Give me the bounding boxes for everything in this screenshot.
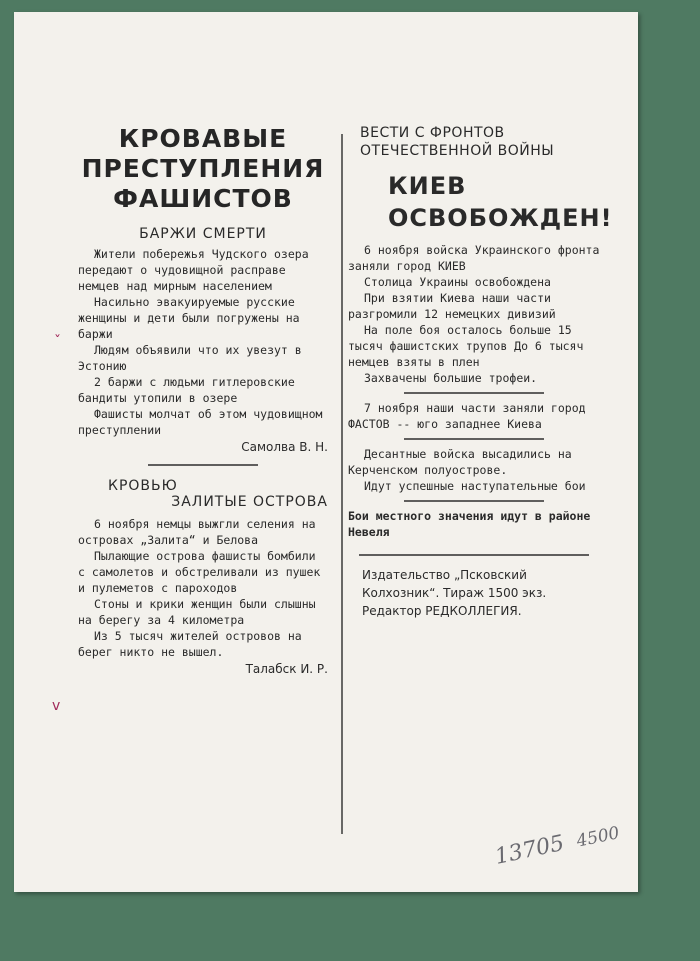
- separator: [404, 392, 544, 394]
- separator: [148, 464, 258, 466]
- left-column: [78, 124, 328, 676]
- separator: [359, 554, 589, 556]
- check-mark-icon: ˇ: [54, 334, 61, 350]
- left-main-title: КРОВАВЫЕ ПРЕСТУПЛЕНИЯ ФАШИСТОВ: [81, 124, 325, 213]
- kerch-article: [348, 446, 600, 494]
- nevel-article: Бои местного значения идут в районе Невеля: [348, 509, 591, 539]
- islands-p3: Стоны и крики женщин были слышны на берегу за 4 километра: [78, 597, 316, 627]
- islands-p1: 6 ноября немцы выжгли селения на островах „Залита“ и Белова: [78, 517, 316, 547]
- barges-p5: Фашисты молчат об этом чудовищном преступлении: [78, 407, 323, 437]
- imprint-editor: Редактор РЕДКОЛЛЕГИЯ.: [362, 604, 522, 618]
- barges-p2: Насильно эвакуируемые русские женщины и дети были погружены на баржи: [78, 295, 300, 341]
- kiev-p4: На поле боя осталось больше 15 тысяч фашистских трупов До 6 тысяч немцев взяты в плен: [348, 323, 584, 369]
- barges-p1: Жители побережья Чудского озера передают о чудовищной расправе немцев над мирным населением: [78, 247, 309, 293]
- kiev-article: [348, 242, 600, 386]
- kiev-title: КИЕВ ОСВОБОЖДЕН!: [388, 172, 613, 232]
- archive-number: 13705: [492, 830, 567, 870]
- front-news-heading: ВЕСТИ С ФРОНТОВ ОТЕЧЕСТВЕННОЙ ВОЙНЫ: [360, 125, 555, 159]
- islands-p4: Из 5 тысяч жителей островов на берег никто не вышел.: [78, 629, 302, 659]
- barges-p4: 2 баржи с людьми гитлеровские бандиты утопили в озере: [78, 375, 295, 405]
- barges-heading: БАРЖИ СМЕРТИ: [139, 226, 267, 242]
- barges-article: [78, 246, 328, 438]
- separator: [404, 500, 544, 502]
- check-mark-icon: v: [52, 698, 61, 714]
- islands-heading-line1: КРОВЬЮ: [108, 478, 178, 494]
- archive-number-2: 4500: [574, 823, 622, 852]
- kerch-p1: Десантные войска высадились на Керченском полуострове.: [348, 447, 572, 477]
- fastov-p: 7 ноября наши части заняли город ФАСТОВ -- юго западнее Киева: [348, 401, 586, 431]
- separator: [404, 438, 544, 440]
- barges-p3: Людям объявили что их увезут в Эстонию: [78, 343, 302, 373]
- kiev-p3: При взятии Киева наши части разгромили 12 немецких дивизий: [348, 291, 556, 321]
- kiev-p5: Захвачены большие трофеи.: [364, 371, 538, 385]
- islands-signature: Талабск И. Р.: [245, 662, 328, 676]
- barges-signature: Самолва В. Н.: [241, 440, 328, 454]
- archive-handwritten-number: [493, 819, 622, 870]
- imprint: [348, 566, 600, 620]
- islands-p2: Пылающие острова фашисты бомбили с самолетов и обстреливали из пушек и пулеметов с пароходов: [78, 549, 321, 595]
- leaflet-sheet: [14, 12, 638, 892]
- fastov-article: [348, 400, 600, 432]
- imprint-publisher: Издательство „Псковский Колхозник“. Тираж 1500 экз.: [362, 568, 547, 600]
- kiev-p2: Столица Украины освобождена: [364, 275, 551, 289]
- islands-article: [78, 516, 328, 660]
- column-divider: [341, 134, 343, 834]
- kerch-p2: Идут успешные наступательные бои: [364, 479, 586, 493]
- right-column: [348, 124, 613, 620]
- kiev-p1: 6 ноября войска Украинского фронта заняли город КИЕВ: [348, 243, 600, 273]
- islands-heading-line2: ЗАЛИТЫЕ ОСТРОВА: [171, 494, 328, 510]
